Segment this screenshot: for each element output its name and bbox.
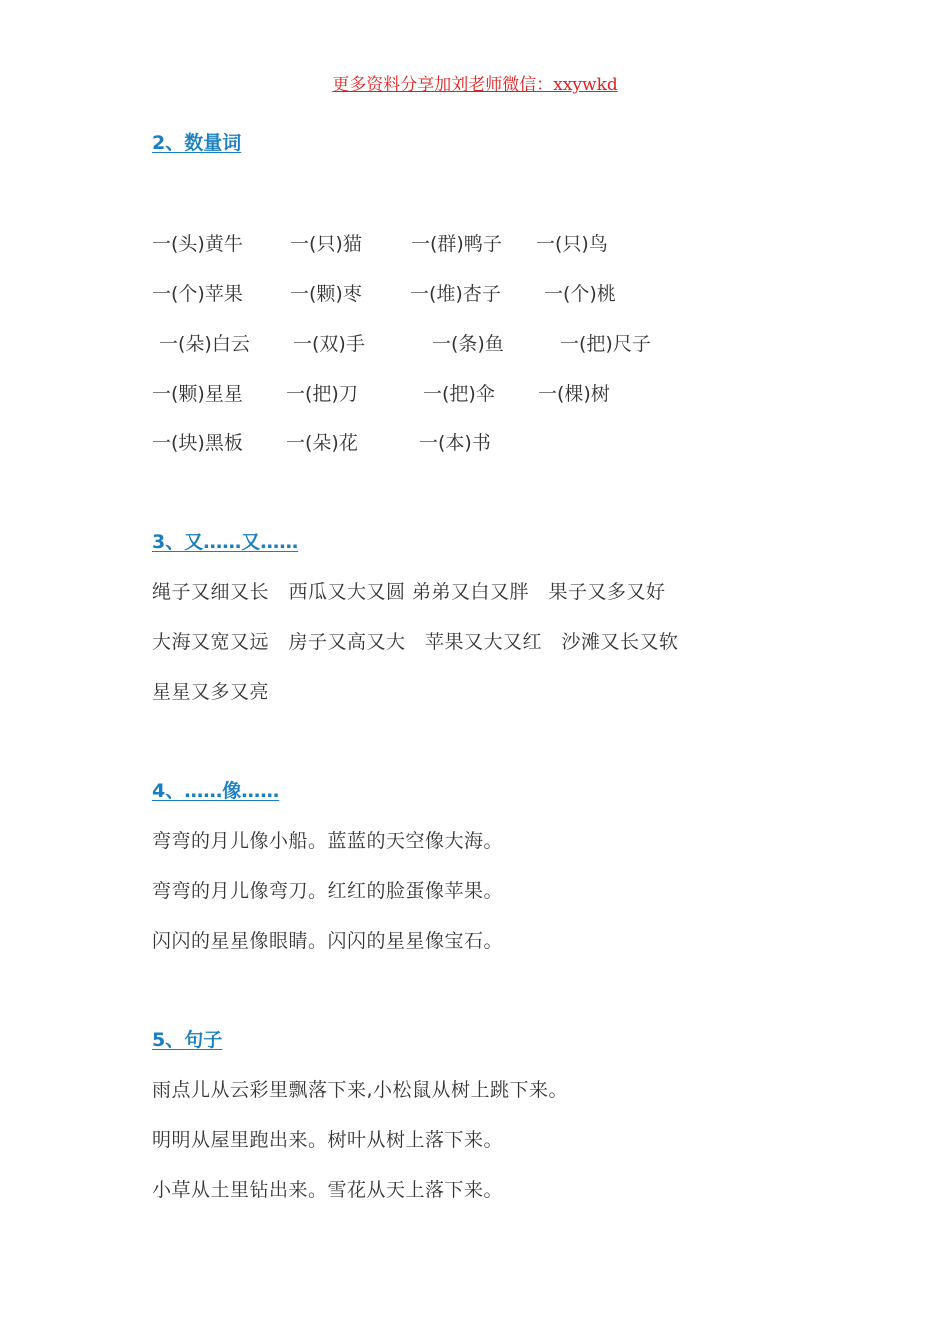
you-you-line: 绳子又细又长 西瓜又大又圆 弟弟又白又胖 果子又多又好 <box>152 581 666 603</box>
measure-word-item: 一(只)鸟 <box>536 233 608 255</box>
measure-word-item: 一(只)猫 <box>290 233 362 255</box>
measure-word-item: 一(把)伞 <box>423 383 495 405</box>
section-heading-you-you: 3、又……又…… <box>152 531 299 553</box>
measure-word-item: 一(块)黑板 <box>152 432 243 454</box>
promo-banner: 更多资料分享加刘老师微信：xxywkd <box>332 75 618 95</box>
measure-word-item: 一(个)苹果 <box>152 283 243 305</box>
simile-line: 弯弯的月儿像弯刀。红红的脸蛋像苹果。 <box>152 880 504 902</box>
you-you-line: 大海又宽又远 房子又高又大 苹果又大又红 沙滩又长又软 <box>152 631 679 653</box>
measure-word-item: 一(把)刀 <box>286 383 358 405</box>
measure-word-item: 一(把)尺子 <box>560 333 651 355</box>
sentence-line: 小草从土里钻出来。雪花从天上落下来。 <box>152 1179 504 1201</box>
measure-word-item: 一(头)黄牛 <box>152 233 243 255</box>
you-you-line: 星星又多又亮 <box>152 681 270 703</box>
section-heading-measure-words: 2、数量词 <box>152 132 242 154</box>
measure-word-item: 一(双)手 <box>293 333 365 355</box>
measure-word-item: 一(棵)树 <box>538 383 610 405</box>
simile-line: 闪闪的星星像眼睛。闪闪的星星像宝石。 <box>152 930 504 952</box>
section-heading-xiang: 4、……像…… <box>152 780 280 802</box>
measure-word-item: 一(群)鸭子 <box>411 233 502 255</box>
measure-word-item: 一(颗)星星 <box>152 383 243 405</box>
measure-word-item: 一(本)书 <box>419 432 491 454</box>
measure-word-item: 一(朵)花 <box>286 432 358 454</box>
section-heading-sentences: 5、句子 <box>152 1029 223 1051</box>
simile-line: 弯弯的月儿像小船。蓝蓝的天空像大海。 <box>152 830 504 852</box>
sentence-line: 雨点儿从云彩里飘落下来,小松鼠从树上跳下来。 <box>152 1079 569 1101</box>
measure-word-item: 一(颗)枣 <box>290 283 362 305</box>
measure-word-item: 一(个)桃 <box>544 283 616 305</box>
measure-word-item: 一(堆)杏子 <box>410 283 501 305</box>
sentence-line: 明明从屋里跑出来。树叶从树上落下来。 <box>152 1129 504 1151</box>
measure-word-item: 一(朵)白云 <box>159 333 250 355</box>
measure-word-item: 一(条)鱼 <box>432 333 504 355</box>
